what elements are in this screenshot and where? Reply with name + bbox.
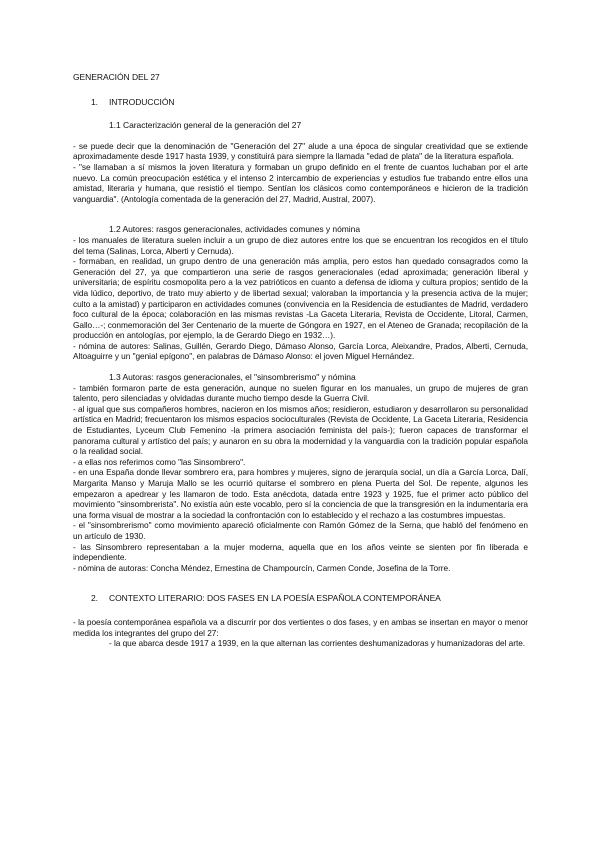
subsection-1-2-body <box>73 235 528 362</box>
paragraph: - se puede decir que la denominación de "Generación del 27" alude a una época de singular creatividad que se extiende aproximadamente desde 1917 hasta 1939, y constituirá para siempre la llamada "edad de plata" de la literatura española. <box>73 140 528 162</box>
paragraph: - nómina de autoras: Concha Méndez, Ernestina de Champourcín, Carmen Conde, Josefina de la Torre. <box>73 562 451 573</box>
list-item: - la que abarca desde 1917 a 1939, en la que alternan las corrientes deshumanizadoras y humanizadoras del arte. <box>109 638 526 649</box>
subsection-1-2-heading: 1.2 Autores: rasgos generacionales, actividades comunes y nómina <box>109 224 361 235</box>
paragraph: - nómina de autores: Salinas, Guillén, Gerardo Diego, Dámaso Alonso, García Lorca, Aleixandre, Prados, Alberti, Cernuda, Altoaguirre y un "genial epígono", en palabras de Dámaso Alonso: el joven Miguel Hernández. <box>73 340 528 362</box>
section-2-title: CONTEXTO LITERARIO: DOS FASES EN LA POESÍA ESPAÑOLA CONTEMPORÁNEA <box>109 593 441 604</box>
document-title: GENERACIÓN DEL 27 <box>73 72 160 82</box>
section-1-heading <box>91 97 528 108</box>
paragraph: - los manuales de literatura suelen incluir a un grupo de diez autores entre los que se encuentran los recogidos en el título del tema (Salinas, Lorca, Alberti y Cernuda). <box>73 234 528 256</box>
subsection-1-1-heading: 1.1 Caracterización general de la generación del 27 <box>109 120 302 131</box>
section-1-number: 1. <box>91 96 98 107</box>
section-1-title: INTRODUCCIÓN <box>109 96 175 107</box>
subsection-1-3-heading: 1.3 Autoras: rasgos generacionales, el "sinsombrerismo" y nómina <box>109 372 356 383</box>
paragraph: - la poesía contemporánea española va a discurrir por dos vertientes o dos fases, y en ambas se insertan en mayor o menor medida los integrantes del grupo del 27: <box>73 616 528 638</box>
paragraph: - las Sinsombrero representaban a la mujer moderna, aquella que en los años veinte se sienten por fin liberada e independiente. <box>73 541 528 563</box>
section-2-body <box>73 617 528 649</box>
paragraph: - en una España donde llevar sombrero era, para hombres y mujeres, signo de jerarquía social, un día a García Lorca, Dalí, Margarita Manso y Maruja Mallo se les ocurrió quitarse el sombrero en plena Puerta del Sol. De repente, algunos les empezaron a apedrear y les llamaron de todo. Esta anécdota, datada entre 1923 y 1925, fue el primer acto público del movimiento "sinsombrerista". No existía aún este vocablo, pero sí la conciencia de que la transgresión en la indumentaria era una forma visual de mostrar a la sociedad la confrontación con lo establecido y el rechazo a las costumbres impuestas. <box>73 467 528 520</box>
document-page <box>73 72 528 659</box>
subsection-1-1-body <box>73 141 528 205</box>
paragraph: - el "sinsombrerismo" como movimiento apareció oficialmente con Ramón Gómez de la Serna, que habló del fenómeno en un artículo de 1930. <box>73 520 528 541</box>
paragraph: - también formaron parte de esta generación, aunque no suelen figurar en los manuales, un grupo de mujeres de gran talento, pero silenciadas y olvidadas durante mucho tiempo desde la Guerra Civil. <box>73 382 528 404</box>
paragraph: - "se llamaban a sí mismos la joven literatura y formaban un grupo definido en el frente de cuantos luchaban por el arte nuevo. La común preocupación estética y el intenso 2 intercambio de experiencias y estudios fue trabando entre ellos una amistad, literaria y humana, que resistió el tiempo. Sentían los clásicos como contemporáneos e hicieron de la tradición vanguardia". (Antología comentada de la generación del 27, Madrid, Austral, 2007). <box>73 161 528 204</box>
section-2-heading <box>91 593 528 604</box>
section-2-number: 2. <box>91 593 98 604</box>
paragraph: - formaban, en realidad, un grupo dentro de una generación más amplia, pero estos han quedado consagrados como la Generación del 27, ya que compartieron una serie de rasgos generacionales (edad aproximada; generación liberal y universitaria; de espíritu cosmopolita pero a la vez patrióticos en cuanto a defensa de idioma y cultura propios; sentido de la vida lúdico, deportivo, de trato muy abierto y de libertad sexual; valoraban la importancia y la presencia activa de la mujer; culto a la amistad) y participaron en actividades comunes (convivencia en la Residencia de estudiantes de Madrid, verdadero foco cultural de la época; colaboración en las mismas revistas -La Gaceta Literaria, Revista de Occidente, Litoral, Carmen, Gallo…-; conmemoración del 3er Centenario de la muerte de Góngora en 1927, en el Ateneo de Granada; recopilación de la producción en antologías, por ejemplo, la de Gerardo Diego en 1932…). <box>73 256 528 341</box>
paragraph: - a ellas nos referimos como "las Sinsombrero". <box>73 456 246 467</box>
paragraph: - al igual que sus compañeros hombres, nacieron en los mismos años; residieron, estudiaron y desarrollaron su personalidad artística en Madrid; frecuentaron los mismos espacios socioculturales (Revista de Occidente, La Gaceta Literaria, Residencia de Estudiantes, Lyceum Club Femenino -la primera asociación feminista del país-); fueron capaces de transformar el panorama cultural y artístico del país; y aunaron en su obra la modernidad y la vanguardia con la tradición popular española o la realidad social. <box>73 403 528 457</box>
subsection-1-3-body <box>73 383 528 574</box>
